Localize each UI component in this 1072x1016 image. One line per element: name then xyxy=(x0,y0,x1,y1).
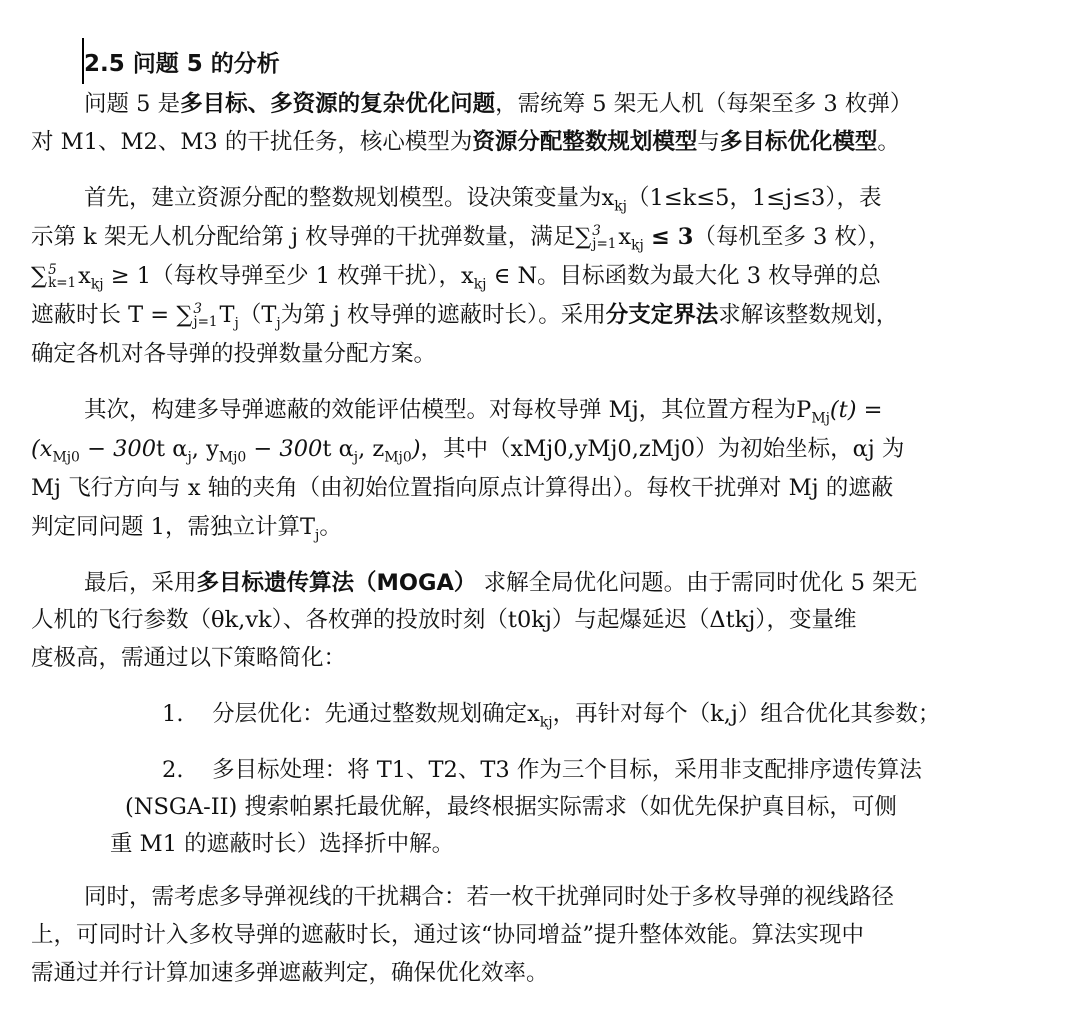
paragraph-2-line-4: 遮蔽时长 T = ∑ 3 j=1 $T_j(T_j$为第 j 枚导弹的遮蔽时长）。采用分支定界法求解该整数规划， xyxy=(31,300,899,332)
list-number: 1. xyxy=(162,701,184,727)
list-item-2-line-2: (NSGA-II) 搜索帕累托最优解，最终根据实际需求（如优先保护真目标，可侧 xyxy=(125,794,897,820)
paragraph-5-line-1: 同时，需考虑多导弹视线的干扰耦合：若一枚干扰弹同时处于多枚导弹的视线路径 xyxy=(84,884,895,910)
list-number: 2. xyxy=(162,757,184,783)
paragraph-1-line-2: 对 M1、M2、M3 的干扰任务，核心模型为资源分配整数规划模型与多目标优化模型。 xyxy=(31,129,900,155)
list-item-2-line-1: 2. 多目标处理：将 T1、T2、T3 作为三个目标，采用非支配排序遗传算法 xyxy=(162,757,922,783)
paragraph-3-line-3: Mj 飞行方向与 x 轴的夹角（由初始位置指向原点计算得出）。每枚干扰弹对 Mj 的遮蔽 xyxy=(31,475,894,501)
paragraph-5-line-3: 需通过并行计算加速多弹遮蔽判定，确保优化效率。 xyxy=(31,960,549,986)
paragraph-1-line-1: 问题 5 是多目标、多资源的复杂优化问题，需统筹 5 架无人机（每架至多 3 枚弹） xyxy=(84,91,913,117)
paragraph-4-line-3: 度极高，需通过以下策略简化： xyxy=(31,645,347,671)
paragraph-2-line-1: 首先，建立资源分配的整数规划模型。设决策变量为$x_{kj}(1\le k\le 5$，1≤j≤3），表 xyxy=(84,185,882,215)
paragraph-2-line-2: 示第 k 架无人机分配给第 j 枚导弹的干扰弹数量，满足∑ 3 j=1 $x_{kj} \le 3$（每机至多 3 枚）， xyxy=(31,222,891,254)
paragraph-3-line-2: ($x_{Mj0} - 300t$ $\alpha_j$, $y_{Mj0} - 300t$ $\alpha_j$, $z_{Mj0}$)，其中（xMj0,yMj0,zMj0）为初始坐标，αj 为 xyxy=(31,436,905,466)
paragraph-2-line-5: 确定各机对各导弹的投弹数量分配方案。 xyxy=(31,341,437,367)
paragraph-4-line-2: 人机的飞行参数（θk,vk）、各枚弹的投放时刻（t0kj）与起爆延迟（Δtkj），变量维 xyxy=(31,607,857,633)
paragraph-3-line-4: 判定同问题 1，需独立计算$T_j$。 xyxy=(31,514,342,544)
paragraph-3-line-1: 其次，构建多导弹遮蔽的效能评估模型。对每枚导弹 Mj，其位置方程为$P_{Mj}(t)$ = xyxy=(84,397,883,427)
paragraph-4-line-1: 最后，采用多目标遗传算法（MOGA） 求解全局优化问题。由于需同时优化 5 架无 xyxy=(84,570,918,596)
section-heading: 2.5 问题 5 的分析 xyxy=(84,51,280,77)
paragraph-5-line-2: 上，可同时计入多枚导弹的遮蔽时长，通过该“协同增益”提升整体效能。算法实现中 xyxy=(31,922,865,948)
list-item-1: 1. 分层优化：先通过整数规划确定$x_{kj}$，再针对每个（k,j）组合优化其参数； xyxy=(162,701,941,731)
list-item-2-line-3: 重 M1 的遮蔽时长）选择折中解。 xyxy=(110,831,455,857)
paragraph-2-line-3: ∑ 5 k=1 $x_{kj} \ge 1$（每枚导弹至少 1 枚弹干扰），$x_{kj}$ ∈ N。目标函数为最大化 3 枚导弹的总 xyxy=(31,261,881,293)
